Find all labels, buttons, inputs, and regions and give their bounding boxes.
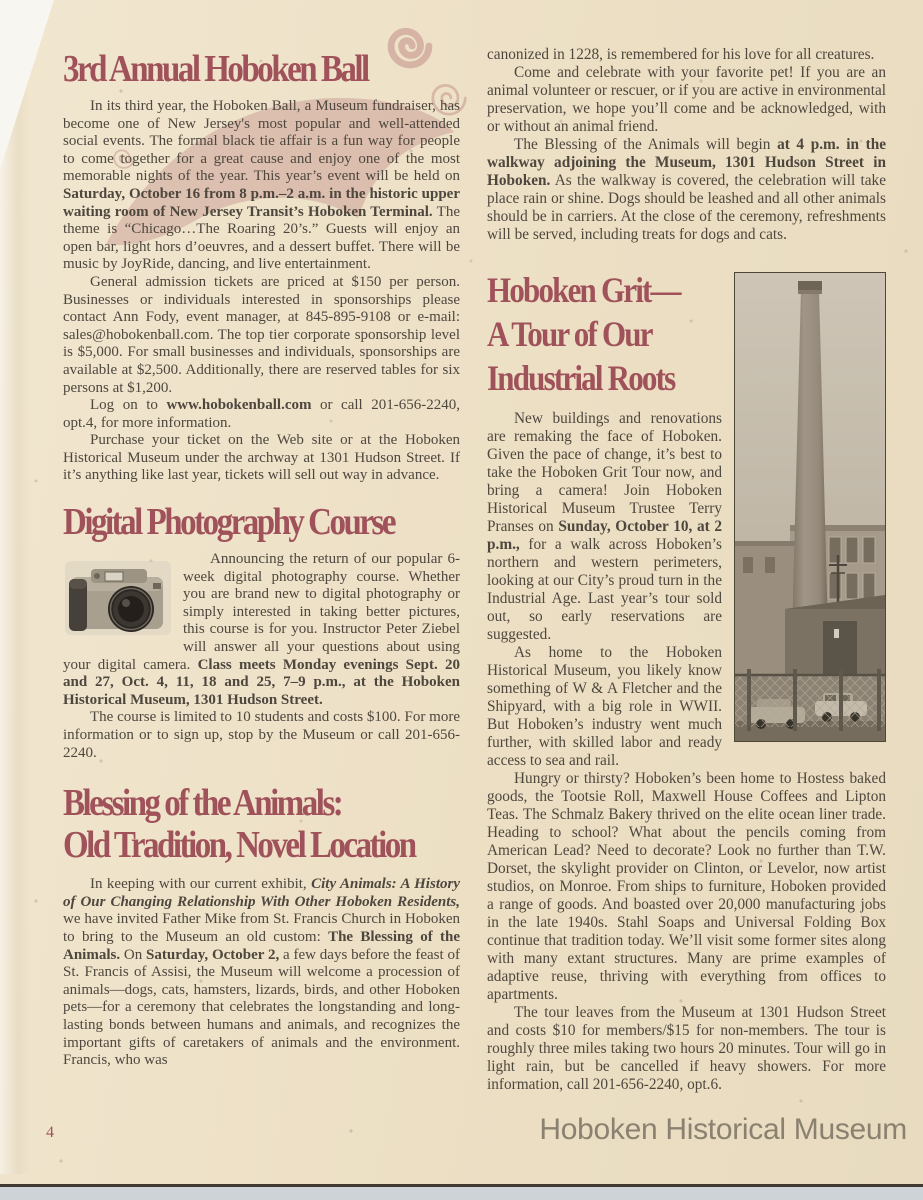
article-paragraph: New buildings and renovations are remaking the face of Hoboken. Given the pace of change, it’s best to take the Hoboken Grit Tour now, and bring a camera! Join Hoboken Historical Museum Trustee Terry Pranses on Sunday, October 10, at 2 p.m., for a walk across Hoboken’s northern and western perimeters, looking at our City’s proud turn in the Industrial Age. Last year’s tour sold out, so early reservations are suggested.	[487, 410, 723, 643]
title-text-line1: Hoboken Grit—	[487, 269, 680, 310]
article-paragraph: General admission tickets are priced at $150 per person. Businesses or individuals interested in sponsorships please contact Ann Fody, event manager, at 845-895-9108 or e-mail: sales@hobokenball.com. The top tier corporate sponsorship level is $5,000. For small businesses and individuals, sponsorships are available at $2,500. Additionally, there are reserved tables for six persons at $1,200.	[63, 273, 460, 396]
scan-left-edge-shading	[0, 0, 30, 1174]
article-paragraph: The tour leaves from the Museum at 1301 Hudson Street and costs $10 for members/$15 for non-members. The tour is roughly three miles taking two hours 20 minutes. Tour will go in light rain, but be cancelled if heavy showers. For more information, call 201-656-2240, opt.6.	[487, 1004, 886, 1093]
article-paragraph: As home to the Hoboken Historical Museum, you likely know something of W & A Fletcher and the Shipyard, with a big role in WWII. But Hoboken’s industry went much further, with skilled labor and ready access to sea and rail.	[487, 644, 722, 769]
article-paragraph: Hungry or thirsty? Hoboken’s been home to Hostess baked goods, the Tootsie Roll, Maxwell House Coffees and Lipton Teas. The Schmalz Bakery thrived on the elite ocean liner trade. Heading to school? What about the pencils coming from American Lead? Need to decorate? Look no further than T.W. Dorset, the skylight provider on Clinton, or Levelor, now artist studios, on Monroe. From ships to furniture, Hoboken provided a range of goods. And boasted over 20,000 manufacturing jobs in the late 1940s. Stahl Soaps and Universal Folding Box continue that tradition today. We’ll visit some former sites along with many extant structures. Many are prime examples of adaptive reuse, thriving with everything from offices to apartments.	[487, 770, 886, 1003]
title-text-line1: Blessing of the Animals:	[63, 782, 342, 825]
article-paragraph: The Blessing of the Animals will begin at 4 p.m. in the walkway adjoining the Museum, 1301 Hudson Street in Hoboken. As the walkway is covered, the celebration will take place rain or shine. Dogs should be leashed and all other animals should be in carriers. At the close of the ceremony, refreshments will be served, including treats for dogs and cats.	[487, 136, 887, 243]
title-text: 3rd Annual Hoboken Ball	[63, 48, 368, 91]
article-hoboken-grit	[487, 270, 886, 1094]
article-paragraph: Come and celebrate with your favorite pet! If you are an animal volunteer or rescuer, or if you are active in environmental preservation, we hope you’ll come and be acknowledged, with or without an animal friend.	[487, 64, 886, 135]
article-title-blessing-of-animals	[63, 784, 460, 868]
title-text-line2: Old Tradition, Novel Location	[63, 824, 415, 867]
article-paragraph-continuation: canonized in 1228, is remembered for his love for all creatures.	[487, 46, 875, 63]
article-title-hoboken-grit	[487, 270, 886, 402]
left-column	[63, 0, 460, 1070]
scan-corner-sliver	[0, 0, 54, 170]
title-text: Digital Photography Course	[63, 501, 394, 544]
title-text-line2: A Tour of Our	[487, 313, 652, 354]
article-paragraph: Log on to www.hobokenball.com or call 201-656-2240, opt.4, for more information.	[63, 397, 460, 431]
scanner-bottom-edge	[0, 1184, 923, 1200]
article-paragraph: The course is limited to 10 students and costs $100. For more information or to sign up, stop by the Museum or call 201-656-2240.	[63, 709, 460, 761]
article-paragraph: Purchase your ticket on the Web site or at the Hoboken Historical Museum under the archway at 1301 Hudson Street. If it’s anything like last year, tickets will sell out way in advance.	[63, 432, 460, 484]
article-paragraph: Announcing the return of our popular 6-week digital photography course. Whether you are brand new to digital photography or simply interested in taking better pictures, this course is for you. Instructor Peter Ziebel will answer all your questions about using your digital camera. Class meets Monday evenings Sept. 20 and 27, Oct. 4, 11, 18 and 25, 7–9 p.m., at the Hoboken Historical Museum, 1301 Hudson Street.	[63, 551, 460, 708]
title-text-line3: Industrial Roots	[487, 357, 675, 398]
right-column	[487, 0, 886, 1094]
watermark-museum-name: Hoboken Historical Museum	[539, 1113, 907, 1146]
camera-lens	[108, 586, 154, 632]
page-number: 4	[46, 1124, 54, 1141]
digital-camera-photo	[65, 559, 171, 637]
article-title-photography-course	[63, 503, 460, 545]
article-paragraph: In its third year, the Hoboken Ball, a Museum fundraiser, has become one of New Jersey's most popular and well-attended social events. The formal black tie affair is a fun way for people to come together for a great cause and enjoy one of the most memorable nights of the year. This year’s event will be held on Saturday, October 16 from 8 p.m.–2 a.m. in the historic upper waiting room of New Jersey Transit’s Hoboken Terminal. The theme is “Chicago…The Roaring 20’s.” Guests will enjoy an open bar, light hors d’oeuvres, and a dessert buffet. There will be music by JoyRide, dancing, and live entertainment.	[63, 98, 460, 273]
article-paragraph: In keeping with our current exhibit, City Animals: A History of Our Changing Relationship With Other Hoboken Residents, we have invited Father Mike from St. Francis Church in Hoboken to bring to the Museum an old custom: The Blessing of the Animals. On Saturday, October 2, a few days before the feast of St. Francis of Assisi, the Museum will welcome a procession of animals—dogs, cats, hamsters, lizards, birds, and other Hoboken pets—for a ceremony that celebrates the longstanding and long-lasting bonds between humans and animals, and recognizes the important gifts of caretakers of animals and the environment. Francis, who was	[63, 876, 460, 1069]
article-title-hoboken-ball	[63, 50, 460, 92]
